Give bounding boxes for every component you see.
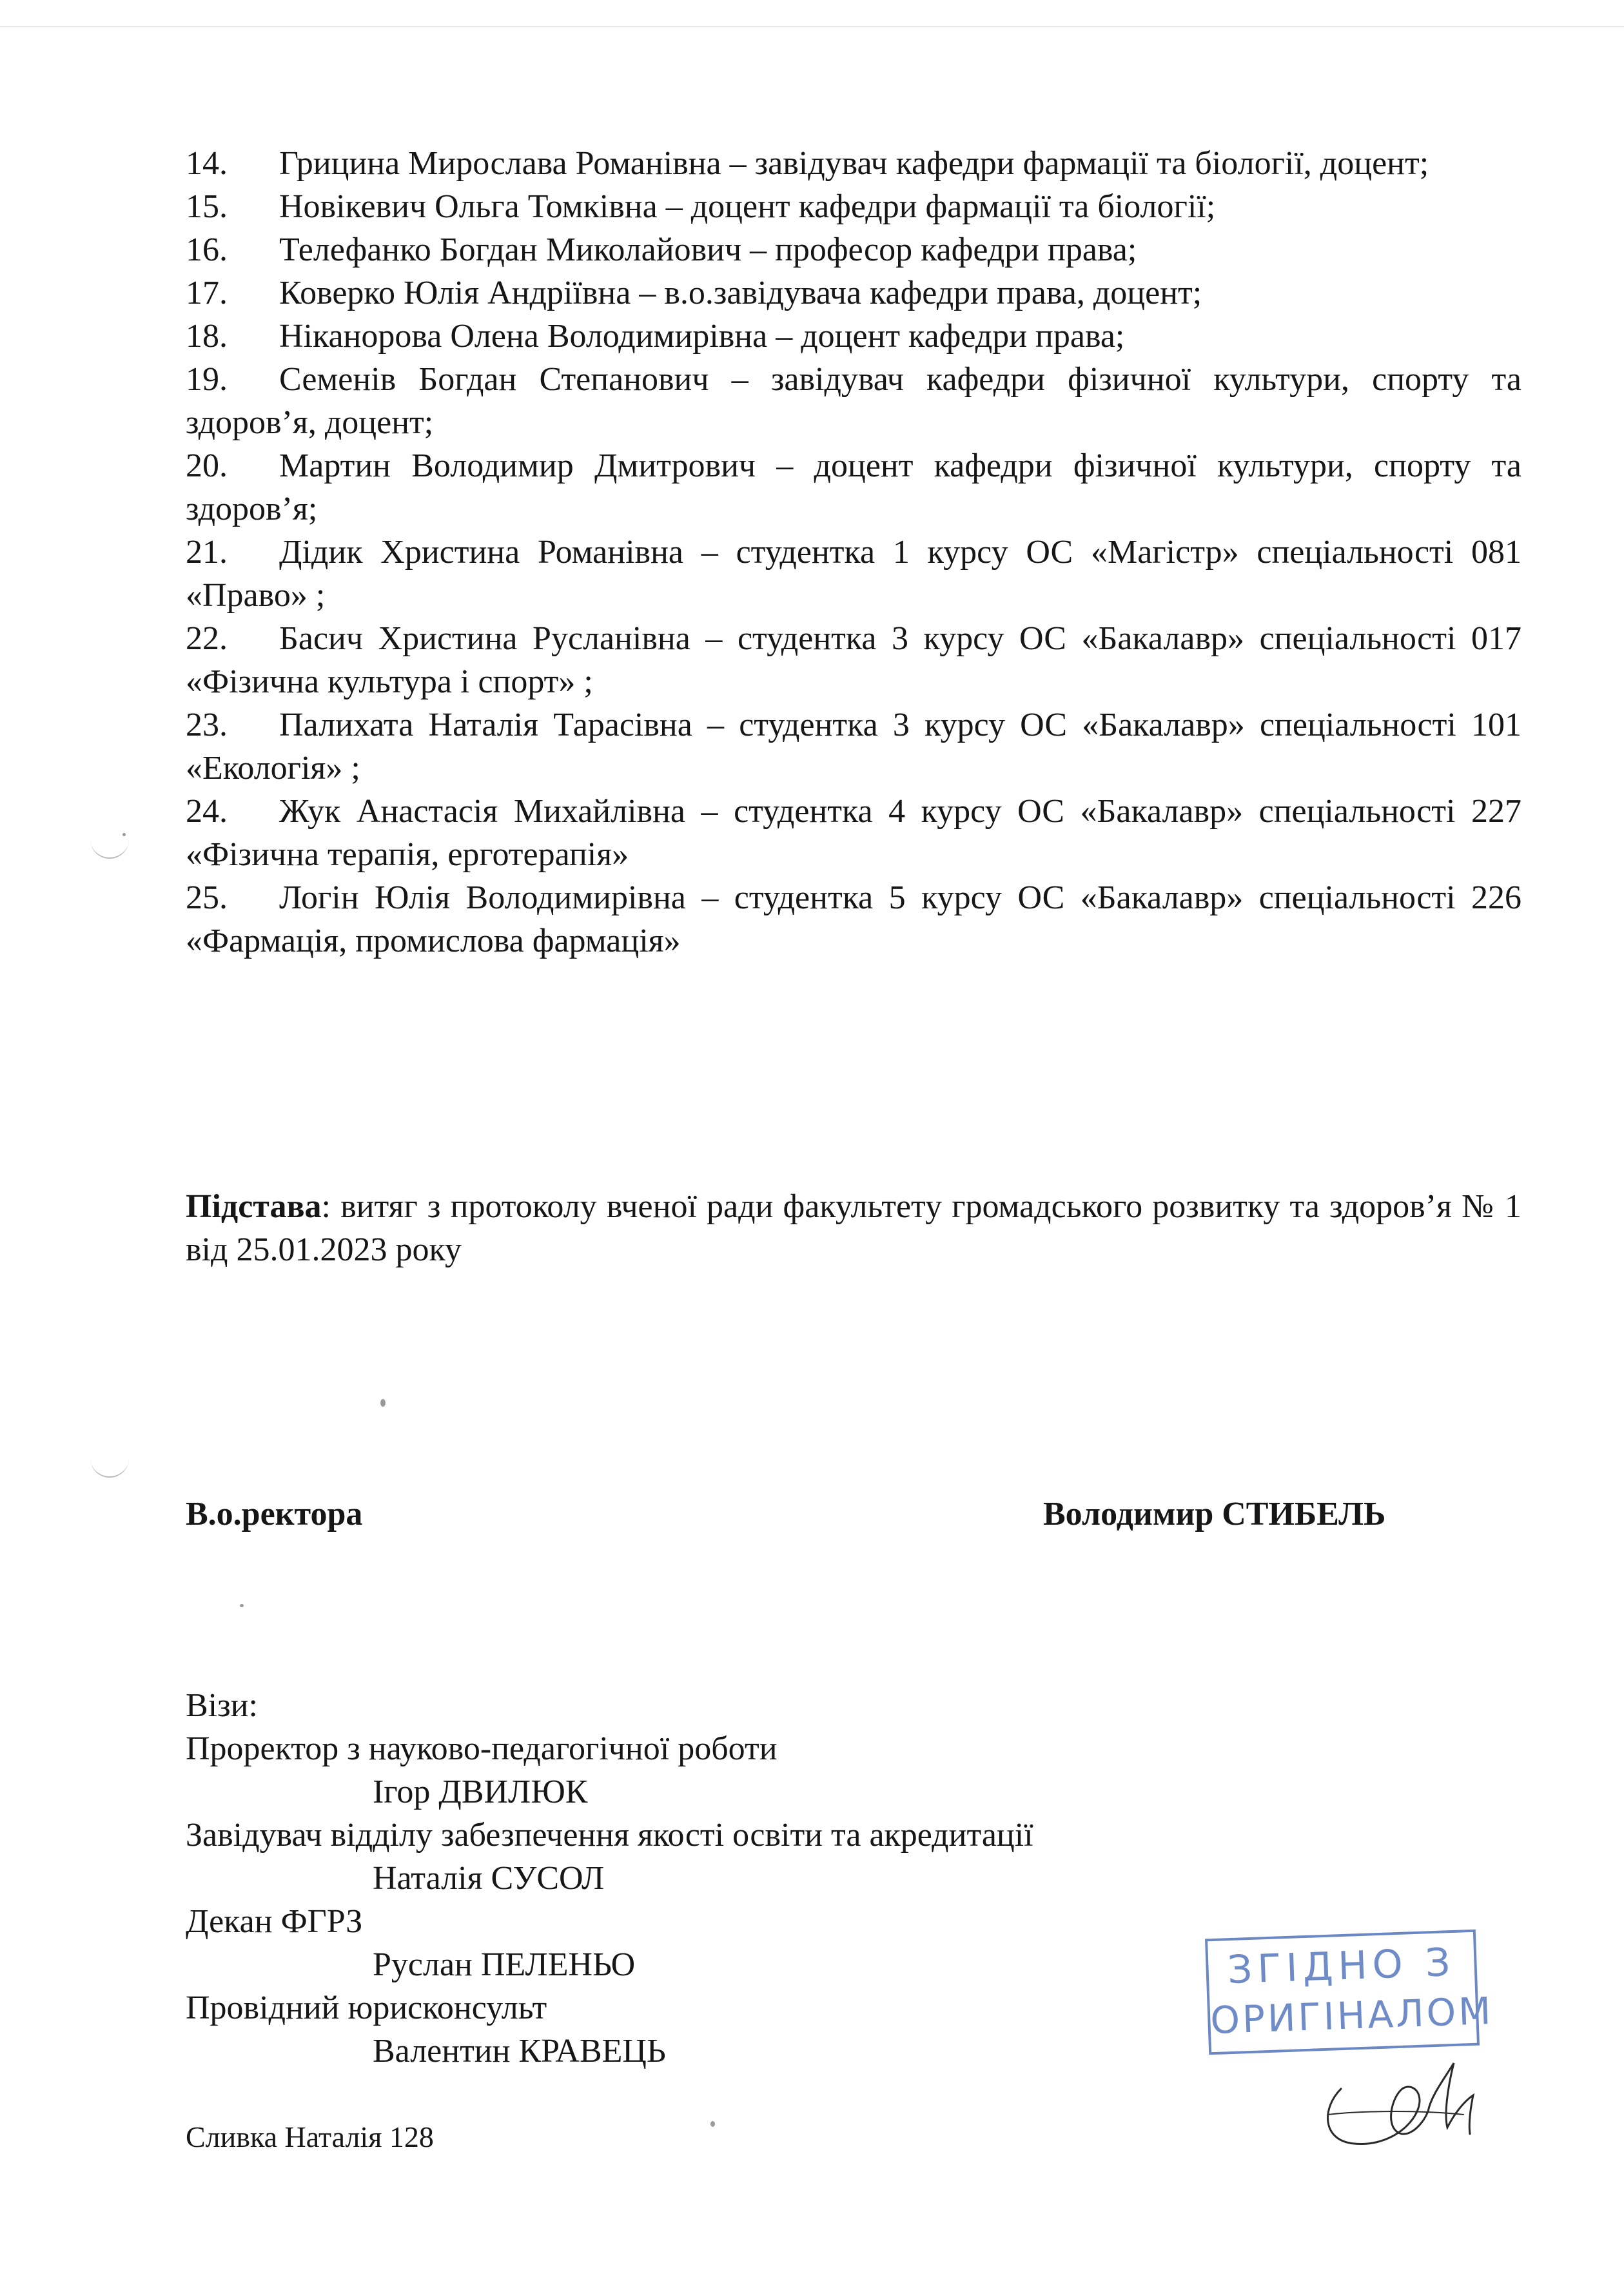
list-item-number: 21. [186, 534, 228, 571]
list-item-number: 15. [186, 188, 228, 225]
list-item-text: Ніканорова Олена Володимирівна – доцент кафедри права; [279, 318, 1125, 355]
list-item-text: Мартин Володимир Дмитрович – доцент кафедри фізичної культури, спорту та здоров’я; [186, 447, 1521, 527]
list-item-number: 19. [186, 361, 228, 398]
executor-note: Сливка Наталія 128 [186, 2120, 434, 2153]
list-item-number: 16. [186, 231, 228, 268]
visa-position: Завідувач відділу забезпечення якості освіти та акредитації [186, 1817, 1033, 1854]
certified-copy-stamp [1205, 1930, 1494, 2055]
handwritten-signature [1315, 2050, 1483, 2160]
list-item [186, 358, 1521, 444]
list-item-text: Палихата Наталія Тарасівна – студентка 3 курсу ОС «Бакалавр» спеціальності 101 «Екологія» ; [186, 707, 1521, 787]
list-item-number: 18. [186, 318, 228, 355]
list-item-number: 17. [186, 275, 228, 311]
list-item-text: Коверко Юлія Андріївна – в.о.завідувача кафедри права, доцент; [279, 275, 1202, 311]
list-item-text: Телефанко Богдан Миколайович – професор кафедри права; [279, 231, 1137, 268]
list-item [186, 142, 1521, 185]
punch-hole-mark [90, 1451, 129, 1478]
visa-name: Валентин КРАВЕЦЬ [373, 2033, 666, 2069]
list-item [186, 876, 1521, 963]
list-item-number: 25. [186, 879, 228, 916]
scan-speck [380, 1399, 386, 1407]
stamp-line-2: ОРИГІНАЛОМ [1209, 1988, 1494, 2043]
list-item [186, 228, 1521, 271]
list-item-number: 20. [186, 447, 228, 484]
visas-block [186, 1684, 1033, 2073]
list-item [186, 185, 1521, 228]
members-list [186, 142, 1521, 963]
scan-speck [122, 833, 126, 836]
basis-text: : витяг з протоколу вченої ради факультету громадського розвитку та здоров’я № 1 від 25.01.2023 року [186, 1188, 1521, 1268]
scan-edge-line [0, 26, 1624, 27]
list-item-text: Новікевич Ольга Томківна – доцент кафедри фармації та біології; [279, 188, 1216, 225]
list-item [186, 531, 1521, 617]
list-item-text: Семенів Богдан Степанович – завідувач кафедри фізичної культури, спорту та здоров’я, доцент; [186, 361, 1521, 441]
scan-speck [240, 1604, 244, 1607]
visa-position: Декан ФГРЗ [186, 1903, 363, 1940]
list-item-text: Басич Христина Русланівна – студентка 3 курсу ОС «Бакалавр» спеціальності 017 «Фізична культура і спорт» ; [186, 620, 1521, 700]
list-item [186, 790, 1521, 876]
visa-position: Провідний юрисконсульт [186, 1990, 547, 2026]
list-item-number: 23. [186, 707, 228, 743]
list-item-text: Логін Юлія Володимирівна – студентка 5 курсу ОС «Бакалавр» спеціальності 226 «Фармація, промислова фармація» [186, 879, 1521, 959]
scan-speck [710, 2121, 715, 2127]
visa-name: Наталія СУСОЛ [373, 1860, 605, 1897]
list-item-text: Грицина Мирослава Романівна – завідувач кафедри фармації та біології, доцент; [279, 145, 1429, 182]
visa-position: Проректор з науково-педагогічної роботи [186, 1730, 778, 1767]
signatory-name: Володимир СТИБЕЛЬ [1043, 1496, 1386, 1532]
signatory-title: В.о.ректора [186, 1496, 363, 1532]
list-item-text: Дідик Христина Романівна – студентка 1 курсу ОС «Магістр» спеціальності 081 «Право» ; [186, 534, 1521, 614]
visa-name: Ігор ДВИЛЮК [373, 1774, 588, 1810]
list-item-text: Жук Анастасія Михайлівна – студентка 4 курсу ОС «Бакалавр» спеціальності 227 «Фізична терапія, ерготерапія» [186, 793, 1521, 873]
list-item [186, 444, 1521, 531]
list-item-number: 22. [186, 620, 228, 657]
list-item [186, 617, 1521, 703]
list-item [186, 703, 1521, 790]
list-item [186, 271, 1521, 315]
visas-heading: Візи: [186, 1687, 258, 1724]
basis-label: Підстава [186, 1188, 322, 1225]
basis-paragraph [186, 1185, 1521, 1271]
stamp-line-1: ЗГІДНО З [1226, 1939, 1456, 1993]
list-item-number: 24. [186, 793, 228, 830]
list-item-number: 14. [186, 145, 228, 182]
list-item [186, 315, 1521, 358]
visa-name: Руслан ПЕЛЕНЬО [373, 1946, 636, 1983]
